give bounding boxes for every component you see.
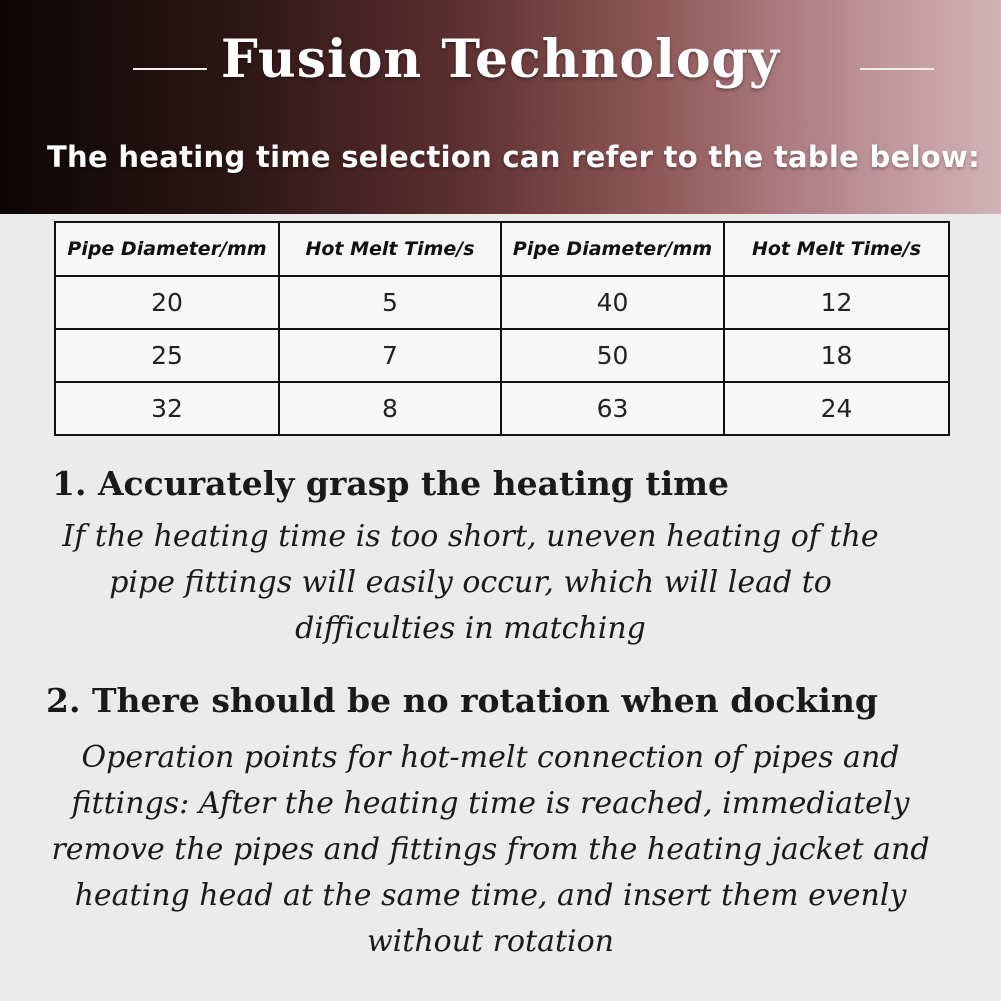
table-cell: 24 [724,382,949,435]
section-no-rotation [0,679,1001,965]
table-cell: 20 [55,276,279,329]
title-row [0,24,1001,104]
column-header-pipe-diameter: Pipe Diameter/mm [55,222,279,276]
table-cell: 25 [55,329,279,382]
table-cell: 7 [279,329,501,382]
table-cell: 5 [279,276,501,329]
column-header-hot-melt-time: Hot Melt Time/s [279,222,501,276]
section-body-line: remove the pipes and fittings from the heating jacket and [51,832,930,867]
table-cell: 12 [724,276,949,329]
page-subtitle: The heating time selection can refer to the table below: [46,140,981,174]
column-header-pipe-diameter: Pipe Diameter/mm [501,222,724,276]
table-cell: 40 [501,276,724,329]
section-body-line: If the heating time is too short, uneven heating of the [62,519,879,554]
page-title: Fusion Technology [220,29,781,90]
section-body-line: difficulties in matching [295,611,646,646]
table-row [55,329,949,382]
table-cell: 63 [501,382,724,435]
section-body [0,514,1001,652]
table-cell: 50 [501,329,724,382]
column-header-hot-melt-time: Hot Melt Time/s [724,222,949,276]
heating-time-table [54,221,950,436]
section-body-line: heating head at the same time, and insert them evenly [74,878,907,913]
table-row [55,382,949,435]
title-divider-right [860,68,934,70]
section-body-line: pipe fittings will easily occur, which will lead to [109,565,832,600]
table-cell: 32 [55,382,279,435]
section-body-line: fittings: After the heating time is reached, immediately [71,786,910,821]
section-heading: 2. There should be no rotation when docking [46,681,878,720]
table-cell: 8 [279,382,501,435]
section-body-line: Operation points for hot-melt connection of pipes and [81,740,900,775]
table-row [55,276,949,329]
section-body [0,735,1001,965]
table-header-row [55,222,949,276]
section-heating-time [0,462,1001,652]
section-body-line: without rotation [366,924,614,959]
table-cell: 18 [724,329,949,382]
header-banner [0,0,1001,214]
section-heading: 1. Accurately grasp the heating time [52,464,730,503]
